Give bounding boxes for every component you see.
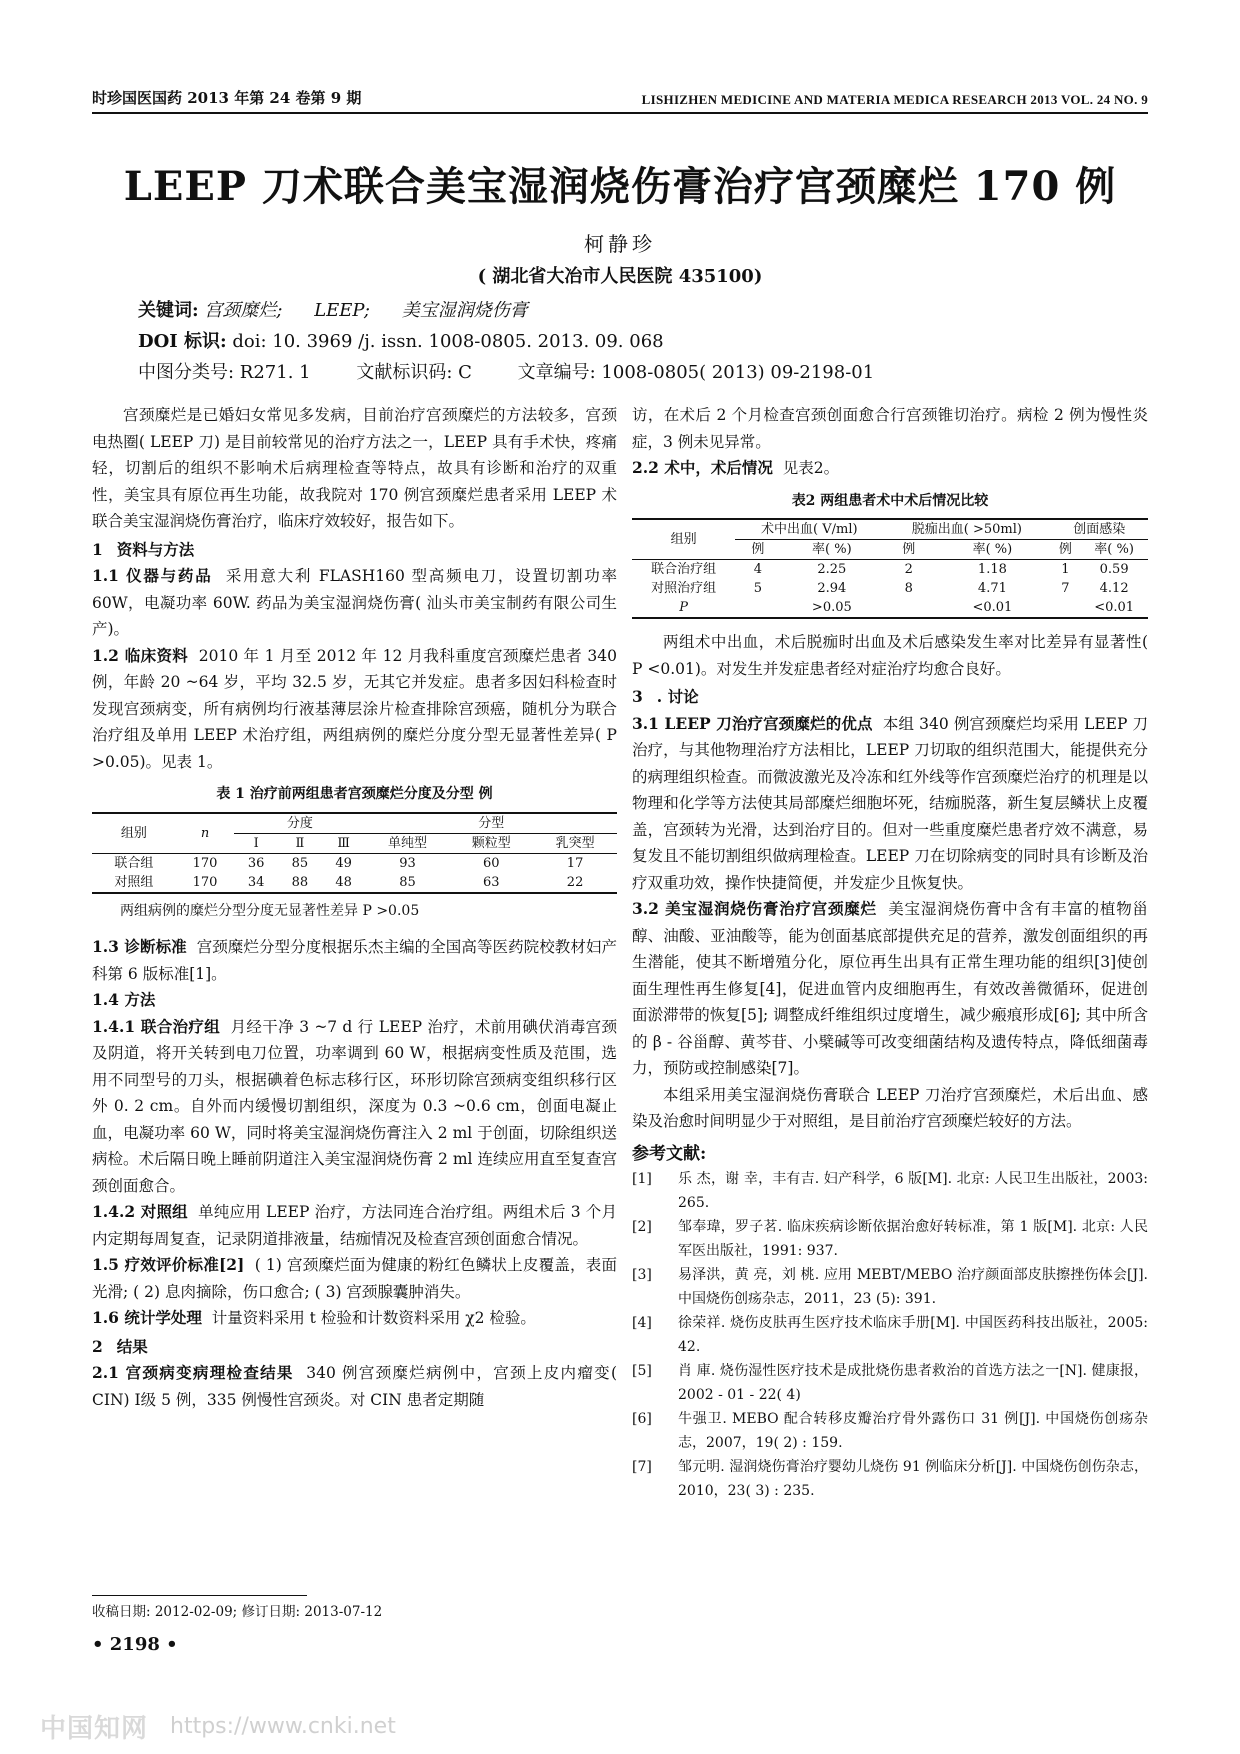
paragraph-2-2: 2.2 术中，术后情况 见表2。 — [632, 458, 840, 477]
table-cell: 对照组 — [92, 873, 176, 893]
table-cell — [735, 598, 780, 618]
cnki-url[interactable]: https://www.cnki.net — [170, 1714, 396, 1739]
paragraph-1-6: 1.6 统计学处理 计量资料采用 t 检验和计数资料采用 χ2 检验。 — [92, 1308, 536, 1327]
reference-item: [5] 肖 庫. 烧伤湿性医疗技术是成批烧伤患者救治的首选方法之一[N]. 健康报，2002 - 01 - 22( 4) — [632, 1363, 1148, 1403]
intro-paragraph: 宫颈糜烂是已婚妇女常见多发病，目前治疗宫颈糜烂的方法较多，宫颈电热圈( LEEP 刀) 是目前较常见的治疗方法之一，LEEP 具有手术快，疼痛轻，切割后的组织不影响术后病理检查等特点，故具有诊断和治疗的双重性，美宝具有原位再生功能，故我院对 170 例宫颈糜烂患者采用 LEEP 术联合美宝湿润烧伤膏治疗，临床疗效较好，报告如下。 — [92, 406, 617, 530]
section-heading: 3 . 讨论 — [632, 687, 699, 706]
table-header: 单纯型 — [366, 833, 450, 853]
running-header — [92, 80, 1148, 114]
doi-value: doi: 10. 3969 /j. issn. 1008-0805. 2013. 09. 068 — [232, 331, 664, 352]
paragraph-1-4: 1.4 方法 — [92, 990, 156, 1009]
table-row — [92, 853, 617, 873]
table-cell: P — [632, 598, 735, 618]
keywords-row — [138, 295, 914, 326]
table-header: 分度 — [234, 813, 365, 834]
table-cell: 2 — [904, 562, 913, 577]
page-number: • 2198 • — [92, 1634, 178, 1655]
table-cell: 63 — [449, 873, 533, 893]
table-header: 例 — [883, 540, 934, 560]
table-cell: 4 — [753, 562, 763, 577]
right-column — [632, 402, 1148, 1503]
table-cell: 联合组 — [114, 855, 154, 871]
table-row — [632, 598, 1148, 618]
doi-label: DOI 标识: — [138, 331, 227, 352]
table-cell: 88 — [278, 873, 322, 893]
table-cell — [883, 598, 934, 618]
reference-item: [4] 徐荣祥. 烧伤皮肤再生医疗技术临床手册[M]. 中国医药科技出版社，2005: 42. — [632, 1315, 1148, 1355]
table-header: 组别 — [92, 813, 176, 854]
table-header: 率( %) — [934, 540, 1050, 560]
footnote-divider — [92, 1595, 307, 1596]
journal-name-cn: 时珍国医国药 2013 年第 24 卷第 9 期 — [92, 89, 362, 107]
table1-caption: 表 1 治疗前两组患者宫颈糜烂分度及分型 例 — [216, 786, 493, 802]
table-cell: 17 — [566, 855, 584, 871]
table-cell: 7 — [1061, 581, 1070, 596]
table-header: 例 — [1051, 540, 1081, 560]
paragraph-2-1: 2.1 宫颈病变病理检查结果 340 例宫颈糜烂病例中，宫颈上皮内瘤变( CIN) Ⅰ级 5 例，335 例慢性宫颈炎。对 CIN 患者定期随 — [92, 1363, 617, 1409]
table-header: Ⅲ — [322, 833, 366, 853]
keyword: 宫颈糜烂; — [204, 300, 283, 321]
table-row — [632, 560, 1148, 580]
conclusion-paragraph: 本组采用美宝湿润烧伤膏联合 LEEP 刀治疗宫颈糜烂，术后出血、感染及治愈时间明显少于对照组，是目前治疗宫颈糜烂较好的方法。 — [632, 1085, 1148, 1130]
reference-item: [3] 易泽洪，黄 亮，刘 桃. 应用 MEBT/MEBO 治疗颜面部皮肤擦挫伤体会[J]. 中国烧伤创疡杂志，2011，23 (5): 391. — [632, 1267, 1148, 1307]
table-header: 组别 — [632, 519, 735, 560]
table-header: n — [176, 813, 235, 854]
table-cell: 5 — [753, 581, 763, 596]
cnki-logo: 中国知网 — [40, 1714, 149, 1744]
table-cell: 48 — [322, 873, 366, 893]
table-cell: 36 — [247, 855, 265, 871]
keywords-label: 关键词: — [138, 300, 199, 321]
table-header: 创面感染 — [1051, 519, 1148, 540]
reference-item: [7] 邹元明. 湿润烧伤膏治疗婴幼儿烧伤 91 例临床分析[J]. 中国烧伤创伤杂志，2010，23( 3) : 235. — [632, 1459, 1148, 1499]
table-row — [92, 873, 617, 893]
paragraph-2-1-continued: 访，在术后 2 个月检查宫颈创面愈合行宫颈锥切治疗。病检 2 例为慢性炎症，3 例未见异常。 — [632, 406, 1148, 451]
cnki-watermark — [40, 1708, 396, 1745]
article-meta — [138, 295, 914, 388]
table-header: 乳突型 — [533, 833, 617, 853]
paragraph-1-1: 1.1 仪器与药品 采用意大利 FLASH160 型高频电刀，设置切割功率 60W，电凝功率 60W. 药品为美宝湿润烧伤膏( 汕头市美宝制药有限公司生产)。 — [92, 566, 617, 638]
doi-row — [138, 326, 914, 357]
table-cell: 4.71 — [977, 581, 1007, 596]
table1-note: 两组病例的糜烂分型分度无显著性差异 P >0.05 — [120, 902, 420, 919]
references-heading: 参考文献: — [632, 1143, 707, 1164]
classification-row — [138, 357, 914, 388]
table-header: 脱痂出血( >50ml) — [883, 519, 1050, 540]
table-cell: 170 — [192, 855, 218, 871]
table-cell: 22 — [533, 873, 617, 893]
table-cell: 85 — [291, 855, 309, 871]
table-cell: 34 — [234, 873, 278, 893]
table-2 — [632, 518, 1148, 619]
table-header: 分型 — [366, 813, 617, 834]
document-code: 文献标识码: C — [356, 362, 472, 383]
table-cell: 93 — [399, 855, 416, 871]
table-header: 率( %) — [780, 540, 883, 560]
section-heading: 1 资料与方法 — [92, 539, 195, 559]
reference-item: [1] 乐 杰，谢 幸，丰有吉. 妇产科学，6 版[M]. 北京: 人民卫生出版社，2003: 265. — [632, 1171, 1148, 1211]
paragraph-1-2: 1.2 临床资料 2010 年 1 月至 2012 年 12 月我科重度宫颈糜烂患者 340 例，年龄 20 ~64 岁，平均 32.5 岁，无其它并发症。患者多因妇科检查时发现宫颈病变，所有病例均行液基薄层涂片检查排除宫颈癌，随机分为联合治疗组及单用 LEEP 术治疗组，两组病例的糜烂分度分型无显著性差异( P >0.05)。见表 1。 — [92, 645, 617, 771]
affiliation: ( 湖北省大冶市人民医院 435100) — [477, 266, 763, 287]
table-cell — [1051, 598, 1081, 618]
table-1 — [92, 812, 617, 894]
table-cell: 2.25 — [817, 562, 847, 577]
paragraph-1-4-1: 1.4.1 联合治疗组 月经干净 3 ~7 d 行 LEEP 治疗，术前用碘伏消毒宫颈及阴道，将开关转到电刀位置，功率调到 60 W，根据病变性质及范围，选用不同型号的刀头，根据碘着色标志移行区，环形切除宫颈病变组织移行区外 0. 2 cm。自外而内缓慢切割组织，深度为 0.3 ~0.6 cm，创面电凝止血，电凝功率 60 W，同时将美宝湿润烧伤膏注入 2 ml 于创面，切除组织送病检。术后隔日晚上睡前阴道注入美宝湿润烧伤膏 2 ml 连续应用直至复查宫颈创面愈合。 — [92, 1016, 617, 1195]
table-header: Ⅱ — [278, 833, 322, 853]
received-revised-dates: 收稿日期: 2012-02-09; 修订日期: 2013-07-12 — [92, 1604, 383, 1620]
table-cell: 4.12 — [1099, 581, 1129, 596]
paragraph-1-4-2: 1.4.2 对照组 单纯应用 LEEP 治疗，方法同连合治疗组。两组术后 3 个月内定期每周复查，记录阴道排液量，结痂情况及检查宫颈创面愈合情况。 — [92, 1202, 617, 1248]
table-row — [632, 579, 1148, 598]
paragraph-3-1: 3.1 LEEP 刀治疗宫颈糜烂的优点 本组 340 例宫颈糜烂均采用 LEEP 刀治疗，与其他物理治疗方法相比，LEEP 刀切取的组织范围大，能提供充分的病理组织检查。而微波激光及冷冻和红外线等作宫颈糜烂治疗的机理是以物理和化学等方法使其局部糜烂细胞坏死，结痂脱落，新生复层鳞状上皮覆盖，宫颈转为光滑，达到治疗目的。但对一些重度糜烂患者疗效不满意，易复发且不能切割组织做病理检查。LEEP 刀在切除病变的同时具有诊断及治疗双重功效，操作快捷简便，并发症少且恢复快。 — [632, 713, 1148, 892]
table-cell: 8 — [904, 581, 913, 596]
paragraph-1-5: 1.5 疗效评价标准[2] ( 1) 宫颈糜烂面为健康的粉红色鳞状上皮覆盖，表面光滑; ( 2) 息肉摘除，伤口愈合; ( 3) 宫颈腺囊肿消失。 — [92, 1255, 617, 1301]
table2-caption: 表2 两组患者术中术后情况比较 — [791, 492, 989, 509]
paragraph-3-2: 3.2 美宝湿润烧伤膏治疗宫颈糜烂 美宝湿润烧伤膏中含有丰富的植物甾醇、油酸、亚油酸等，能为创面基底部提供充足的营养，激发创面组织的再生潜能，使其不断增殖分化，原位再生出具有正常生理功能的组织[3]使创面生理性再生修复[4]，促进血管内皮细胞再生，有效改善微循环，促进创面淤滞带的恢复[5]; 调整成纤维组织过度增生，减少瘢痕形成[6]; 其中所含的 β - 谷甾醇、黄芩苷、小檗碱等可改变细菌结构及遗传特点，降低细菌毒力，预防或控制感染[7]。 — [632, 899, 1148, 1077]
table-cell: <0.01 — [1080, 598, 1148, 618]
table-cell: 联合治疗组 — [651, 562, 717, 577]
table-header: 例 — [735, 540, 780, 560]
section-heading: 2 结果 — [92, 1336, 148, 1356]
table-header: Ⅰ — [234, 833, 278, 853]
author: 柯静珍 — [584, 232, 656, 256]
table-cell: 49 — [335, 855, 352, 871]
keyword: LEEP; — [314, 300, 370, 321]
journal-name-en: LISHIZHEN MEDICINE AND MATERIA MEDICA RESEARCH 2013 VOL. 24 NO. 9 — [641, 92, 1148, 107]
table-cell: 2.94 — [817, 581, 847, 596]
table-cell: 0.59 — [1099, 562, 1129, 577]
table-header: 率( %) — [1080, 540, 1148, 560]
table-cell: 170 — [176, 873, 235, 893]
table-cell: 85 — [366, 873, 450, 893]
table-header: 术中出血( V/ml) — [735, 519, 883, 540]
results-summary-paragraph: 两组术中出血，术后脱痂时出血及术后感染发生率对比差异有显著性( P <0.01)。对发生并发症患者经对症治疗均愈合良好。 — [632, 633, 1148, 678]
left-column — [92, 402, 617, 1413]
table-cell: 对照治疗组 — [651, 581, 717, 596]
reference-item: [6] 牛强卫. MEBO 配合转移皮瓣治疗骨外露伤口 31 例[J]. 中国烧伤创疡杂志，2007，19( 2) : 159. — [632, 1411, 1148, 1451]
table-cell: 60 — [482, 855, 500, 871]
table-cell: <0.01 — [934, 598, 1050, 618]
paragraph-1-3: 1.3 诊断标准 宫颈糜烂分型分度根据乐杰主编的全国高等医药院校教材妇产科第 6 版标准[1]。 — [92, 937, 617, 983]
table-cell: 1.18 — [977, 562, 1007, 577]
article-number: 文章编号: 1008-0805( 2013) 09-2198-01 — [517, 362, 875, 383]
clc-number: 中图分类号: R271. 1 — [138, 362, 311, 383]
table-cell: >0.05 — [780, 598, 883, 618]
table-cell: 1 — [1061, 562, 1070, 577]
reference-item: [2] 邹奉瑋，罗子茗. 临床疾病诊断依据治愈好转标准，第 1 版[M]. 北京: 人民军医出版社，1991: 937. — [632, 1219, 1148, 1259]
table-header: 颗粒型 — [449, 833, 533, 853]
article-title: LEEP 刀术联合美宝湿润烧伤膏治疗宫颈糜烂 170 例 — [123, 163, 1117, 210]
keyword: 美宝湿润烧伤膏 — [401, 300, 528, 321]
